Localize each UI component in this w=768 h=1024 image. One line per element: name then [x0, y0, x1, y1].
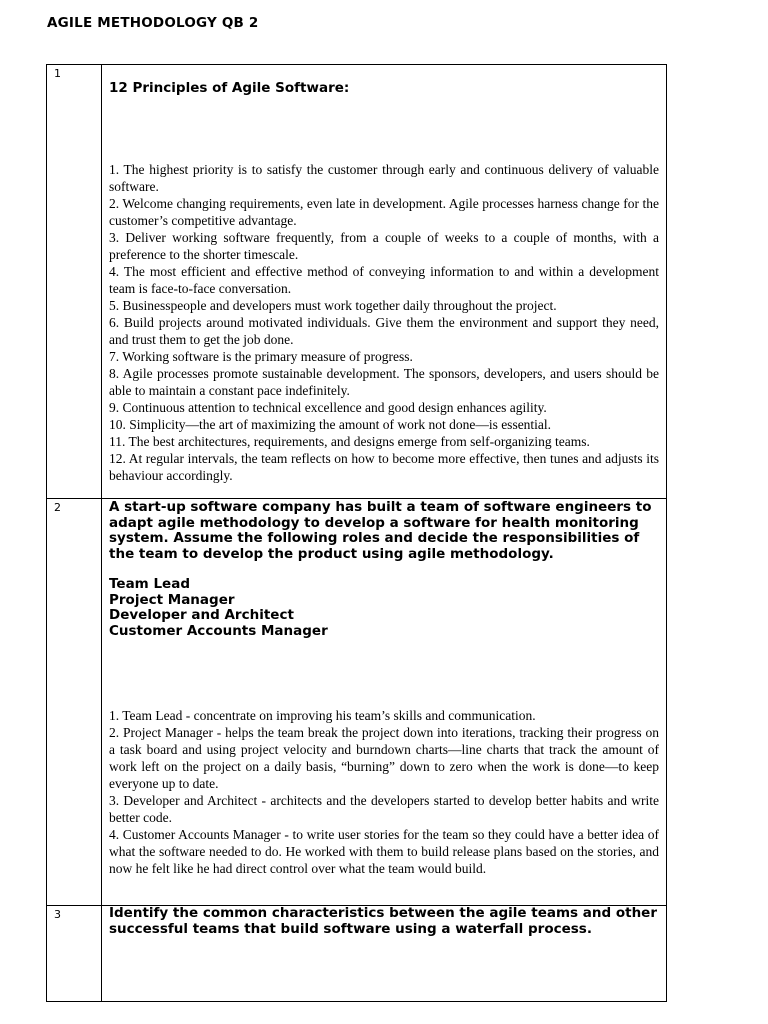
question-number-cell [47, 499, 102, 906]
answer-line: 4. Customer Accounts Manager - to write user stories for the team so they could have a better idea of what the software needed to do. He worked with them to build release plans based on the stories, and now he felt like he had direct control over what the team would build. [109, 827, 659, 876]
answer-line: 1. The highest priority is to satisfy the customer through early and continuous delivery of valuable software. [109, 161, 659, 194]
role-list [109, 577, 659, 639]
answer-line: 9. Continuous attention to technical excellence and good design enhances agility. [109, 399, 547, 415]
answer-line: 3. Deliver working software frequently, from a couple of weeks to a couple of months, with a preference to the shorter timescale. [109, 229, 659, 262]
question-text: Identify the common characteristics between the agile teams and other successful teams that build software using a waterfall process. [109, 905, 657, 937]
question-body-cell [102, 906, 667, 1002]
question-number: 1 [54, 67, 61, 80]
question-table [46, 64, 667, 1002]
question-number: 2 [54, 501, 61, 514]
answer-line: 6. Build projects around motivated individuals. Give them the environment and support they need, and trust them to get the job done. [109, 314, 659, 347]
question-number-cell [47, 65, 102, 499]
question-body-cell [102, 499, 667, 906]
answer-line: 3. Developer and Architect - architects and the developers started to develop better habits and write better code. [109, 793, 659, 825]
question-heading: 12 Principles of Agile Software: [109, 80, 350, 96]
answer-line: 1. Team Lead - concentrate on improving his team’s skills and communication. [109, 708, 536, 723]
question-row-1 [47, 65, 667, 499]
question-number: 3 [54, 908, 61, 921]
answer-line: 5. Businesspeople and developers must work together daily throughout the project. [109, 297, 557, 313]
question-text: A start-up software company has built a team of software engineers to adapt agile methodology to develop a software for health monitoring system. Assume the following roles and decide the responsibilities of the team to develop the product using agile methodology. [109, 499, 652, 562]
document-title: AGILE METHODOLOGY QB 2 [47, 15, 259, 31]
role-item: Project Manager [109, 591, 235, 608]
answer-text [109, 161, 659, 484]
role-item: Customer Accounts Manager [109, 622, 328, 639]
answer-line: 8. Agile processes promote sustainable development. The sponsors, developers, and users should be able to maintain a constant pace indefinitely. [109, 365, 659, 398]
answer-line: 7. Working software is the primary measure of progress. [109, 348, 413, 364]
answer-line: 2. Welcome changing requirements, even late in development. Agile processes harness change for the customer’s competitive advantage. [109, 195, 659, 228]
question-row-3 [47, 906, 667, 1002]
role-item: Developer and Architect [109, 607, 294, 623]
answer-line: 10. Simplicity—the art of maximizing the amount of work not done—is essential. [109, 416, 552, 432]
question-number-cell [47, 906, 102, 1002]
answer-line: 12. At regular intervals, the team reflects on how to become more effective, then tunes and adjusts its behaviour accordingly. [109, 450, 659, 483]
question-body-cell [102, 65, 667, 499]
role-item: Team Lead [109, 576, 190, 592]
answer-line: 4. The most efficient and effective method of conveying information to and within a development team is face-to-face conversation. [109, 263, 659, 296]
answer-line: 2. Project Manager - helps the team break the project down into iterations, tracking their progress on a task board and using project velocity and burndown charts—line charts that track the amount of work left on the project on a daily basis, “burning” down to zero when the work is done—to keep everyone up to date. [109, 725, 659, 791]
answer-text [109, 707, 659, 877]
question-row-2 [47, 499, 667, 906]
answer-line: 11. The best architectures, requirements, and designs emerge from self-organizing teams. [109, 433, 590, 449]
